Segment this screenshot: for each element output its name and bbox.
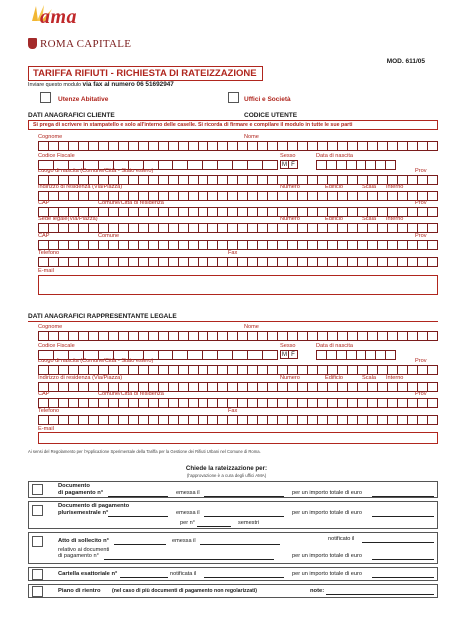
sesso-f[interactable]: F	[289, 350, 298, 359]
rappr-email-field[interactable]	[38, 432, 438, 444]
request-title: Chiede la rateizzazione per:	[185, 465, 268, 472]
divider	[28, 321, 438, 322]
relativo-numero-line[interactable]	[104, 559, 274, 560]
sollecito-checkbox[interactable]	[32, 536, 43, 547]
indirizzo-label: Indirizzo di residenza (Via/Piazza)	[38, 375, 123, 381]
fax-label: Fax	[228, 408, 238, 414]
numero-label: Numero	[280, 216, 300, 222]
cap-label: CAP	[38, 391, 50, 397]
importo-line[interactable]	[372, 577, 434, 578]
rappr-cap-comune-field[interactable]	[38, 398, 438, 408]
luogo-nascita-label: Luogo di nascita (Comune/Città - Stato estero)	[38, 358, 154, 364]
doc-pluri-label-2: plurisemestrale n°	[58, 510, 109, 516]
email-label: E-mail	[38, 426, 54, 432]
importo-label: per un importo totale di euro	[292, 510, 362, 516]
data-nascita-field[interactable]	[316, 160, 396, 170]
cognome-label: Cognome	[38, 134, 63, 140]
prov-label: Prov	[415, 200, 427, 206]
importo-line[interactable]	[372, 559, 434, 560]
rappr-cognome-nome-field[interactable]	[38, 331, 438, 341]
numero-label: Numero	[280, 375, 300, 381]
section-rappresentante-title: DATI ANAGRAFICI RAPPRESENTANTE LEGALE	[28, 313, 177, 320]
sede-legale-label: Sede legale(Via/Piazza)	[38, 216, 98, 222]
sesso-m[interactable]: M	[282, 162, 287, 168]
notificata-il-line[interactable]	[204, 577, 284, 578]
email-label: E-mail	[38, 268, 54, 274]
note-label: note:	[310, 588, 325, 594]
sollecito-label: Atto di sollecito n°	[58, 538, 109, 544]
scala-label: Scala	[362, 216, 376, 222]
sesso-f[interactable]: F	[289, 160, 298, 169]
semestri-label: semestri	[238, 520, 260, 526]
cognome-label: Cognome	[38, 324, 63, 330]
telefono-label: Telefono	[38, 250, 60, 256]
emessa-il-label: emessa il	[172, 538, 196, 544]
email-field[interactable]	[38, 275, 438, 295]
instruction-banner: Si prega di scrivere in stampatello e solo all'interno delle caselle. Si ricorda di firmare e compilare il modulo in tutte le sue parti	[28, 120, 438, 130]
codice-fiscale-label: Codice Fiscale	[38, 153, 75, 159]
cap-comune-field[interactable]	[38, 207, 438, 217]
prov-label: Prov	[415, 168, 427, 174]
sesso-label: Sesso	[280, 153, 296, 159]
uffici-checkbox[interactable]	[228, 92, 239, 103]
piano-checkbox[interactable]	[32, 586, 43, 597]
importo-line[interactable]	[372, 516, 434, 517]
sede-legale-field[interactable]	[38, 223, 438, 233]
fax-label: Fax	[228, 250, 238, 256]
relativo-label: relativo ai documenti	[58, 547, 110, 553]
edificio-label: Edificio	[325, 216, 344, 222]
interno-label: Interno	[386, 184, 404, 190]
piano-label: Piano di rientro	[58, 588, 101, 594]
uffici-label: Uffici e Società	[244, 96, 291, 103]
rappr-luogo-nascita-field[interactable]	[38, 365, 438, 375]
form-code: MOD. 611/05	[386, 58, 425, 65]
cartella-numero-line[interactable]	[120, 577, 168, 578]
telefono-label: Telefono	[38, 408, 60, 414]
luogo-nascita-label: Luogo di nascita (Comune/Città - Stato estero)	[38, 168, 154, 174]
sollecito-numero-line[interactable]	[114, 544, 166, 545]
cap-comune-sede-field[interactable]	[38, 240, 438, 250]
notificato-il-label: notificato il	[328, 536, 355, 542]
edificio-label: Edificio	[325, 375, 344, 381]
abitative-label: Utenze Abitative	[58, 96, 109, 103]
importo-label: per un importo totale di euro	[292, 571, 362, 577]
request-subtitle: (l'approvazione è a cura degli uffici AMA)	[186, 473, 267, 478]
emessa-il-line[interactable]	[200, 544, 280, 545]
emessa-il-label: emessa il	[176, 510, 200, 516]
codice-utente-label: CODICE UTENTE	[244, 112, 298, 119]
doc-pagamento-numero-line[interactable]	[108, 496, 168, 497]
rappr-data-nascita-field[interactable]	[316, 350, 396, 360]
notificata-il-label: notificata il	[170, 571, 197, 577]
law-note: Ai sensi del Regolamento per l'Applicazione Sperimentale della Tariffa per la Gestione dei Rifiuti Urbani nel Comune di Roma.	[28, 449, 261, 454]
interno-label: Interno	[386, 375, 404, 381]
comune-label: Comune	[98, 233, 120, 239]
data-nascita-label: Data di nascita	[316, 153, 354, 159]
prov-label: Prov	[415, 358, 427, 364]
notificato-il-line[interactable]	[362, 542, 434, 543]
relativo-label-2: di pagamento n°	[58, 553, 99, 559]
importo-label: per un importo totale di euro	[292, 490, 362, 496]
cap-label: CAP	[38, 233, 50, 239]
cartella-checkbox[interactable]	[32, 569, 43, 580]
doc-pluri-label: Documento di pagamento	[58, 503, 130, 509]
codice-fiscale-label: Codice Fiscale	[38, 343, 75, 349]
emessa-il-line[interactable]	[204, 516, 284, 517]
emessa-il-label: emessa il	[176, 490, 200, 496]
prov-label: Prov	[415, 391, 427, 397]
doc-pagamento-label-2: di pagamento n°	[58, 490, 104, 496]
sesso-label: Sesso	[280, 343, 296, 349]
importo-label: per un importo totale di euro	[292, 553, 362, 559]
sesso-m[interactable]: M	[282, 352, 287, 358]
form-title: TARIFFA RIFIUTI - RICHIESTA DI RATEIZZAZIONE	[28, 66, 263, 81]
doc-pluri-checkbox[interactable]	[32, 505, 43, 516]
per-n-label: per n°	[180, 520, 195, 526]
sesso-selector[interactable]	[280, 160, 298, 169]
cap-label: CAP	[38, 200, 50, 206]
comune-residenza-label: Comune/Città di residenza	[98, 200, 164, 206]
doc-pagamento-label: Documento	[58, 483, 90, 489]
fax-instruction: Inviare questo modulo via fax al numero 06 51692947	[28, 81, 174, 88]
note-line[interactable]	[326, 594, 434, 595]
org-name: ROMA CAPITALE	[40, 38, 132, 50]
indirizzo-label: Indirizzo di residenza (Via/Piazza)	[38, 184, 123, 190]
rappr-telefono-fax-field[interactable]	[38, 415, 438, 425]
telefono-fax-field[interactable]	[38, 257, 438, 267]
numero-label: Numero	[280, 184, 300, 190]
scala-label: Scala	[362, 375, 376, 381]
nome-label: Nome	[244, 324, 259, 330]
per-n-line[interactable]	[197, 526, 231, 527]
cartella-label: Cartella esattoriale n°	[58, 571, 118, 577]
comune-residenza-label: Comune/Città di residenza	[98, 391, 164, 397]
piano-note: (nel caso di più documenti di pagamento non regolarizzati)	[112, 588, 257, 594]
emessa-il-line[interactable]	[204, 496, 284, 497]
brand-name: ama	[40, 6, 78, 28]
roma-crest-icon	[28, 38, 37, 49]
prov-label: Prov	[415, 233, 427, 239]
data-nascita-label: Data di nascita	[316, 343, 354, 349]
importo-line[interactable]	[372, 496, 434, 497]
edificio-label: Edificio	[325, 184, 344, 190]
section-cliente-title: DATI ANAGRAFICI CLIENTE	[28, 112, 115, 119]
nome-label: Nome	[244, 134, 259, 140]
doc-pluri-numero-line[interactable]	[108, 516, 168, 517]
abitative-checkbox[interactable]	[40, 92, 51, 103]
scala-label: Scala	[362, 184, 376, 190]
rappr-sesso-selector[interactable]	[280, 350, 298, 359]
cognome-nome-field[interactable]	[38, 141, 438, 151]
interno-label: Interno	[386, 216, 404, 222]
doc-pagamento-checkbox[interactable]	[32, 484, 43, 495]
